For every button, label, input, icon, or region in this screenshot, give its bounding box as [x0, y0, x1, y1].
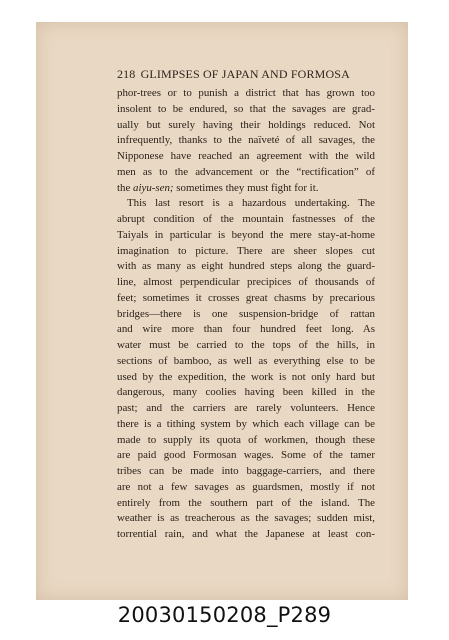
text-line: there is a tithing system by which each village can be [117, 417, 375, 430]
text-line: Nipponese have reached an agreement with the wild [117, 150, 375, 162]
line-suffix: sometimes they must fight for it. [173, 181, 319, 194]
text-line: torrential rain, and what the Japanese at least con- [117, 528, 375, 540]
text-line: water must be carried to the tops of the hills, in [117, 339, 375, 351]
page-number: 218 [117, 67, 136, 81]
image-caption: 20030150208_P289 [117, 603, 332, 627]
paragraph-start-line: This last resort is a hazardous undertaking. The [127, 197, 375, 210]
text-line: with as many as eight hundred steps along the guard- [117, 260, 375, 273]
text-line: Taiyals in particular is beyond the mere stay-at-home [117, 228, 375, 241]
text-line: weather is as treacherous as the savages; sudden mist, [117, 512, 375, 525]
paragraph-end-line [117, 181, 375, 197]
body-text [117, 86, 375, 543]
text-line: and wire more than four hundred feet long. As [117, 323, 375, 336]
text-line: past; and the carriers are rarely volunteers. Hence [117, 402, 375, 414]
text-line: tribes can be made into baggage-carriers, and there [117, 465, 375, 477]
text-line: ually but surely having their holdings reduced. Not [117, 118, 375, 131]
text-line: feet; sometimes it crosses great chasms by precarious [117, 291, 375, 304]
line-prefix: the [117, 181, 134, 194]
text-line: men as to the advancement or the “rectification” of [117, 165, 375, 178]
text-line: used by the expedition, the work is not only hard but [117, 370, 375, 383]
text-line: dangerous, many coolies having been killed in the [117, 386, 375, 399]
text-line: phor-trees or to punish a district that has grown too [117, 87, 375, 99]
page-header [117, 67, 375, 83]
text-line: insolent to be endured, so that the savages are grad- [117, 102, 375, 115]
text-line: bridges—there is one suspension-bridge of rattan [117, 307, 375, 320]
text-line: line, almost perpendicular precipices of thousands of [117, 276, 375, 288]
text-line: are paid good Formosan wages. Some of the tamer [117, 449, 375, 462]
text-line: entirely from the southern part of the island. The [117, 496, 375, 509]
text-line: are not a few savages as guardsmen, mostly if not [117, 480, 375, 493]
running-title: GLIMPSES OF JAPAN AND FORMOSA [140, 67, 350, 81]
text-line: made to supply its quota of workmen, though these [117, 433, 375, 446]
text-line: sections of bamboo, as well as everything else to be [117, 354, 375, 367]
text-line: abrupt condition of the mountain fastnesses of the [117, 213, 375, 225]
text-line: infrequently, thanks to the naïveté of all savages, the [117, 134, 375, 147]
text-line: imagination to picture. There are sheer slopes cut [117, 244, 375, 257]
italic-term: aiyu-sen; [133, 181, 174, 194]
